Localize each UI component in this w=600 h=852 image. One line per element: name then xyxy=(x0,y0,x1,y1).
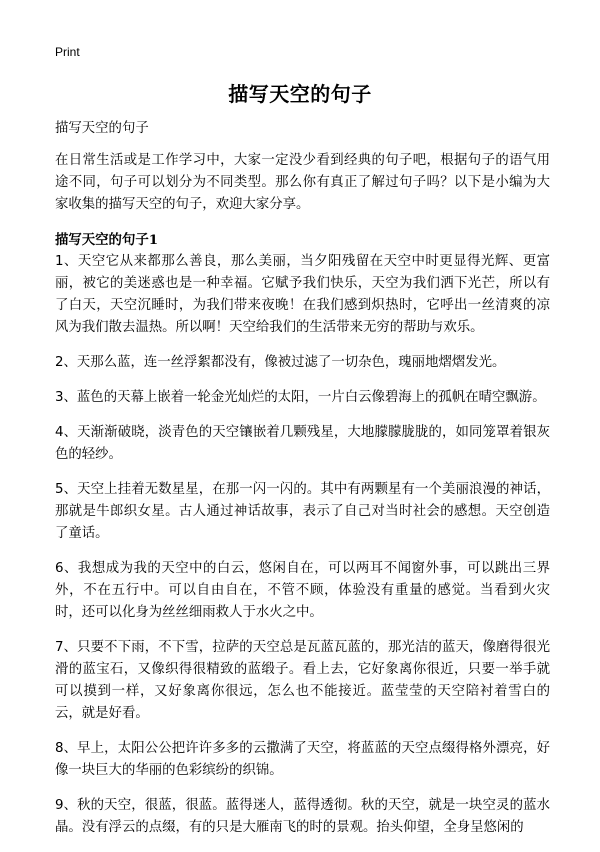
paragraph-9: 9、秋的天空，很蓝，很蓝。蓝得迷人，蓝得透彻。秋的天空，就是一块空灵的蓝水晶。没有浮云的点缀，有的只是大雁南飞的时的景观。抬头仰望，全身呈悠闲的 xyxy=(55,798,550,835)
paragraph-3: 3、蓝色的天幕上嵌着一轮金光灿烂的太阳，一片白云像碧海上的孤帆在晴空飘游。 xyxy=(55,390,546,405)
document-subtitle: 描写天空的句子 xyxy=(55,121,149,136)
document-title: 描写天空的句子 xyxy=(228,82,372,106)
paragraph-8: 8、早上，太阳公公把许许多多的云撒满了天空，将蓝蓝的天空点缀得格外漂亮，好像一块巨大的华丽的色彩缤纷的织锦。 xyxy=(55,741,550,778)
paragraph-1: 1、天空它从来都那么善良，那么美丽，当夕阳残留在天空中时更显得光辉、更富丽，被它的美迷惑也是一种幸福。它赋予我们快乐，天空为我们洒下光芒，所以有了白天，天空沉睡时，为我们带来夜晚！在我们感到炽热时，它呼出一丝清爽的凉风为我们散去温热。所以啊！天空给我们的生活带来无穷的帮助与欢乐。 xyxy=(55,254,550,335)
paragraph-6: 6、我想成为我的天空中的白云，悠闲自在，可以两耳不闻窗外事，可以跳出三界外，不在五行中。可以自由自在，不管不顾，体验没有重量的感觉。当看到火灾时，还可以化身为丝丝细雨救人于水火之中。 xyxy=(55,561,550,620)
paragraph-4: 4、天渐渐破晓，淡青色的天空镶嵌着几颗残星，大地朦朦胧胧的，如同笼罩着银灰色的轻纱。 xyxy=(55,425,550,462)
paragraph-5: 5、天空上挂着无数星星，在那一闪一闪的。其中有两颗星有一个美丽浪漫的神话，那就是牛郎织女星。古人通过神话故事，表示了自己对当时社会的感想。天空创造了童话。 xyxy=(55,482,550,541)
intro-paragraph: 在日常生活或是工作学习中，大家一定没少看到经典的句子吧，根据句子的语气用途不同，句子可以划分为不同类型。那么你有真正了解过句子吗？以下是小编为大家收集的描写天空的句子，欢迎大家分享。 xyxy=(55,153,550,212)
section-heading: 描写天空的句子1 xyxy=(55,232,159,248)
paragraph-2: 2、天那么蓝，连一丝浮絮都没有，像被过滤了一切杂色，瑰丽地熠熠发光。 xyxy=(55,355,506,370)
document-body xyxy=(55,118,550,852)
paragraph-7: 7、只要不下雨，不下雪，拉萨的天空总是瓦蓝瓦蓝的，那光洁的蓝天，像磨得很光滑的蓝宝石，又像织得很精致的蓝缎子。看上去，它好象离你很近，只要一举手就可以摸到一样，又好象离你很远，怎么也不能接近。蓝莹莹的天空陪衬着雪白的云，就是好看。 xyxy=(55,640,550,721)
print-link[interactable]: Print xyxy=(55,45,80,59)
